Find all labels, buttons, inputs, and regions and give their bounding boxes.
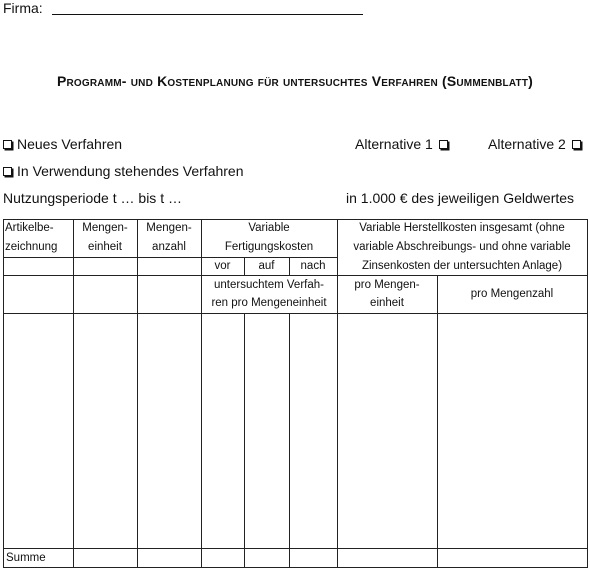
sub-before: vor xyxy=(214,260,231,272)
col-unit-line1: Mengen- xyxy=(82,222,128,234)
alternative-2-label: Alternative 2 xyxy=(488,136,566,152)
option-new-process[interactable] xyxy=(3,136,122,152)
col-total-line2: variable Abschreibungs- und ohne variable xyxy=(353,241,571,253)
period-label: Nutzungsperiode t … bis t … xyxy=(3,190,182,206)
option-alternative-2[interactable] xyxy=(488,136,581,152)
firma-input-line[interactable] xyxy=(52,14,363,15)
total-per-unit-line1: pro Mengen- xyxy=(354,279,420,291)
col-article-line1: Artikelbe- xyxy=(5,222,54,234)
checkbox-icon[interactable] xyxy=(3,140,12,149)
existing-process-label: In Verwendung stehendes Verfahren xyxy=(17,163,244,179)
table-line xyxy=(3,313,588,314)
table-line xyxy=(3,548,588,549)
table-border-right xyxy=(587,219,588,568)
sub-desc-line2: ren pro Mengeneinheit xyxy=(211,297,327,309)
option-alternative-1[interactable] xyxy=(355,136,448,152)
option-existing-process[interactable] xyxy=(3,163,244,179)
checkbox-icon[interactable] xyxy=(572,140,581,149)
col-article-line2: zeichnung xyxy=(5,241,58,253)
new-process-label: Neues Verfahren xyxy=(17,136,123,152)
alternative-1-label: Alternative 1 xyxy=(355,136,433,152)
sub-after: nach xyxy=(300,260,326,272)
table-border-left xyxy=(3,219,4,568)
table-border-bottom xyxy=(3,567,588,568)
page-title: Programm- und Kostenplanung für untersuchtes Verfahren (Summenblatt) xyxy=(56,73,534,89)
table-line xyxy=(437,275,438,568)
col-qty-line1: Mengen- xyxy=(146,222,192,234)
sub-on: auf xyxy=(258,260,275,272)
col-variable-line2: Fertigungskosten xyxy=(224,241,314,253)
col-variable-line1: Variable xyxy=(248,222,290,234)
col-total-line1: Variable Herstellkosten insgesamt (ohne xyxy=(359,222,565,234)
checkbox-icon[interactable] xyxy=(3,167,12,176)
table-line xyxy=(244,313,245,568)
total-per-qty: pro Mengenzahl xyxy=(470,288,554,300)
col-qty-line2: anzahl xyxy=(152,241,186,253)
col-unit-line2: einheit xyxy=(88,241,122,253)
currency-label: in 1.000 € des jeweiligen Geldwertes xyxy=(346,190,575,206)
firma-label: Firma: xyxy=(3,0,43,16)
sum-label: Summe xyxy=(6,552,46,564)
table-line xyxy=(73,219,74,568)
checkbox-icon[interactable] xyxy=(439,140,448,149)
col-total-line3: Zinsenkosten der untersuchten Anlage) xyxy=(361,260,563,272)
table-line xyxy=(137,219,138,568)
table-line xyxy=(3,257,201,258)
table-line xyxy=(289,313,290,568)
sub-desc-line1: untersuchtem Verfah- xyxy=(214,279,324,291)
total-per-unit-line2: einheit xyxy=(370,297,404,309)
